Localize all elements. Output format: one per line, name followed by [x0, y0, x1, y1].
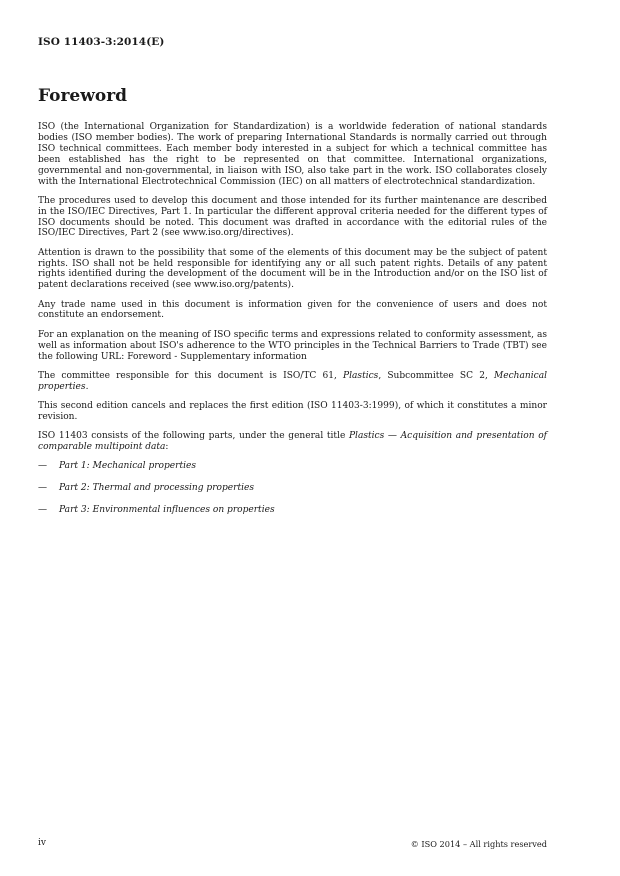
paragraph-parts-intro: [38, 431, 547, 453]
parts-list: [38, 461, 547, 516]
paragraph-iso-intro: ISO (the International Organization for Standardization) is a worldwide federation of national standards bodies (ISO member bodies). The work of preparing International Standards is normally carried out through ISO technical committees. Each member body interested in a subject for which a technical committee has been established has the right to be represented on that committee. International organizations, governmental and non-governmental, in liaison with ISO, also take part in the work. ISO collaborates closely with the International Electrotechnical Commission (IEC) on all matters of electrotechnical standardization.: [38, 122, 547, 187]
list-item-text: Part 3: Environmental influences on properties: [59, 504, 275, 515]
document-identifier: ISO 11403-3:2014(E): [38, 36, 165, 48]
paragraph-procedures: The procedures used to develop this document and those intended for its further maintenance are described in the ISO/IEC Directives, Part 1. In particular the different approval criteria needed for the different types of ISO documents should be noted. This document was drafted in accordance with the editorial rules of the ISO/IEC Directives, Part 2 (see www.iso.org/directives).: [38, 195, 547, 239]
page-title: Foreword: [38, 86, 128, 106]
page-number: iv: [38, 838, 46, 848]
list-item-text: Part 1: Mechanical properties: [59, 461, 197, 472]
paragraph-committee: [38, 371, 547, 393]
committee-text-after: .: [85, 381, 89, 392]
paragraph-edition: This second edition cancels and replaces the first edition (ISO 11403-3:1999), of which it constitutes a minor revision.: [38, 400, 547, 422]
list-item-text: Part 2: Thermal and processing properties: [59, 482, 254, 493]
committee-text-middle: , Subcommittee SC 2,: [378, 370, 494, 381]
list-item: [38, 505, 547, 516]
paragraph-trade-names: Any trade name used in this document is information given for the convenience of users and does not constitute an endorsement.: [38, 299, 547, 321]
list-dash: —: [38, 482, 48, 493]
committee-mechanical-properties: Mechanical properties: [38, 370, 547, 392]
committee-plastics: Plastics: [343, 370, 379, 381]
foreword-body: [38, 122, 547, 527]
list-dash: —: [38, 461, 48, 472]
list-item: [38, 483, 547, 494]
copyright-notice: © ISO 2014 – All rights reserved: [410, 839, 547, 849]
parts-general-title: Plastics — Acquisition and presentation of comparable multipoint data: [38, 430, 547, 452]
paragraph-conformity: For an explanation on the meaning of ISO specific terms and expressions related to conformity assessment, as well as information about ISO's adherence to the WTO principles in the Technical Barriers to Trade (TBT) see the following URL: Foreword - Supplementary information: [38, 329, 547, 362]
parts-intro-before: ISO 11403 consists of the following parts, under the general title: [38, 430, 349, 441]
paragraph-patents: Attention is drawn to the possibility that some of the elements of this document may be the subject of patent rights. ISO shall not be held responsible for identifying any or all such patent rights. Details of any patent rights identified during the development of the document will be in the Introduction and/or on the ISO list of patent declarations received (see www.iso.org/patents).: [38, 247, 547, 291]
committee-text-before: The committee responsible for this document is ISO/TC 61,: [38, 370, 344, 381]
parts-intro-after: :: [165, 441, 169, 452]
list-dash: —: [38, 504, 48, 515]
list-item: [38, 461, 547, 472]
